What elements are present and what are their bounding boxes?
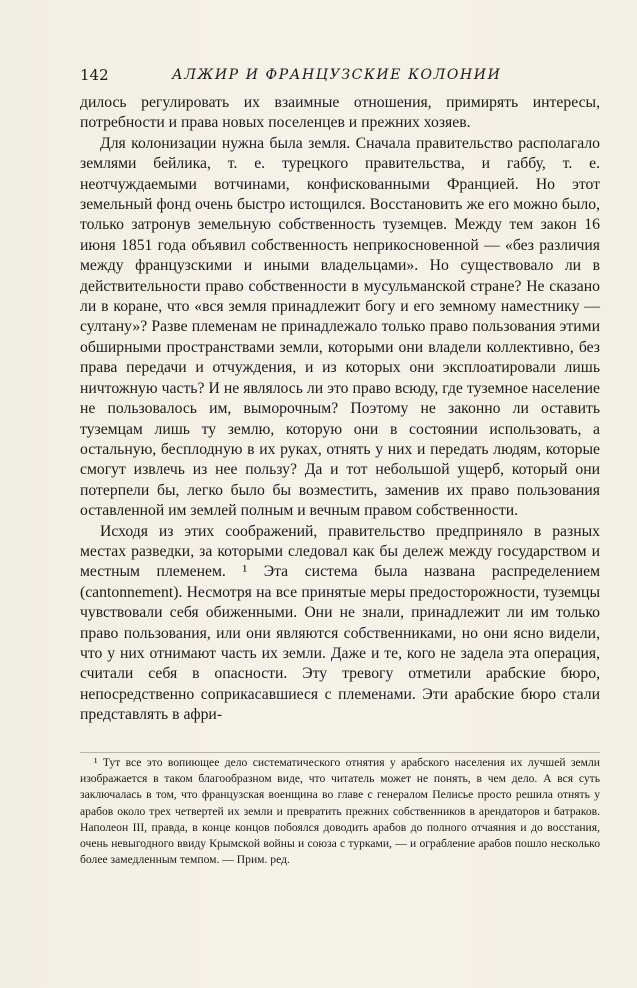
footnote: [80, 755, 600, 868]
page-number: 142: [80, 66, 109, 84]
footnote-separator: [80, 752, 600, 753]
paragraph-continued: дилось регулировать их взаимные отношения, примирять интересы, потребности и права новых поселенцев и прежних хозяев.: [80, 94, 600, 132]
paragraph-colonization-land: Для колонизации нужна была земля. Сначала правительство располагало землями бейлика, т. е. турецкого правительства, и габбу, т. е. неотчуждаемыми вотчинами, конфискованными Францией. Но этот земельный фонд очень быстро истощился. Восстановить же его можно было, только затронув земельную собственность туземцев. Между тем закон 16 июня 1851 года объявил собственность неприкосновенной — «без различия между французскими и иными владельцами». Но существовало ли в действительности право собственности в мусульманской стране? Не сказано ли в коране, что «вся земля принадлежит богу и его земному наместнику — султану»? Разве племенам не принадлежало только право пользования этими обширными пространствами земли, которыми они владели коллективно, без права передачи и отчуждения, и из которых они эксплоатировали лишь ничтожную часть? И не являлось ли это право всюду, где туземное население не пользовалось им, выморочным? Поэтому не законно ли оставить туземцам лишь ту землю, которую они в состоянии использовать, а остальную, бесплодную в их руках, отнять у них и передать людям, которые смогут извлечь из нее пользу? Да и тот небольшой ущерб, который они потерпели бы, легко было бы возместить, заменив их право пользования оставленной им землей полным и вечным правом собственности.: [80, 134, 600, 520]
footnote-text: ¹ Тут все это вопиющее дело систематического отнятия у арабского населения их лучшей земли изображается в таком благообразном виде, что читатель может не понять, в чем дело. А вся суть заключалась в том, что французская военщина во главе с генералом Пелисье просто решила отнять у арабов около трех четвертей их земли и превратить прежних собственников в арендаторов и батраков. Наполеон III, правда, в конце концов побоялся доводить арабов до полного отчаяния и до восстания, очень невыгодного ввиду Крымской войны и союза с турками, — и ограбление арабов пошло несколько более замедленным темпом. — Прим. ред.: [80, 756, 600, 867]
running-title: АЛЖИР И ФРАНЦУЗСКИЕ КОЛОНИИ: [172, 67, 502, 83]
paragraph-cantonnement: Исходя из этих соображений, правительство предприняло в разных местах разведки, за которыми следовал как бы дележ между государством и местным племенем. ¹ Эта система была названа распределением (cantonnement). Несмотря на все принятые меры предосторожности, туземцы чувствовали себя обиженными. Они не знали, принадлежит ли им только право пользования, или они являются собственниками, но они ясно видели, что у них отнимают часть их земли. Даже и те, кого не задела эта операция, считали себя в опасности. Эту тревогу отметили арабские бюро, непосредственно соприкасавшиеся с племенами. Эти арабские бюро стали представлять в афри-: [80, 522, 600, 724]
main-text: [80, 93, 600, 726]
page-header: [80, 66, 600, 86]
